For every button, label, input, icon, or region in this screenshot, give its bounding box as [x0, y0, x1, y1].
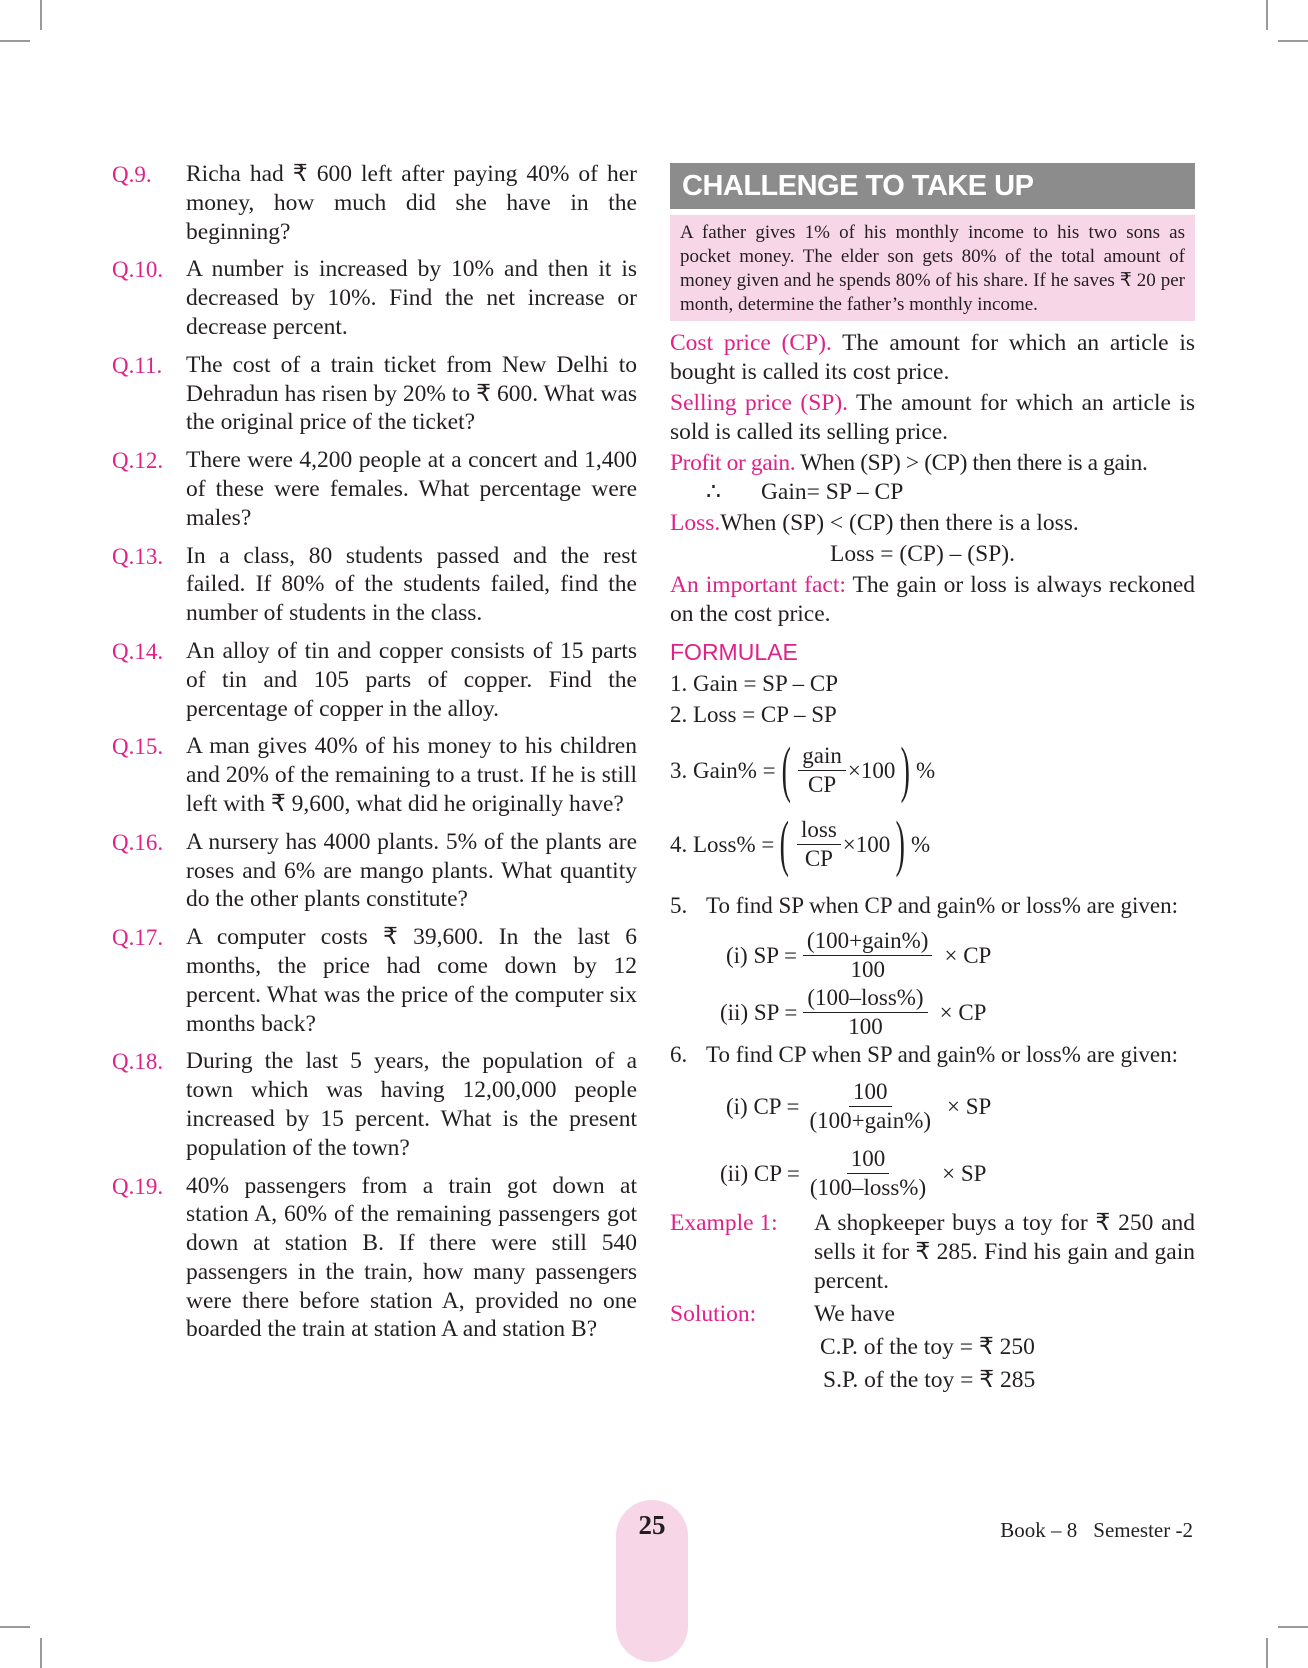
question-text: 40% passengers from a train got down at station A, 60% of the remaining passengers got down at station B. If there were still 540 passengers in the train, how many passengers were there before station A, provided no one boarded the train at station A and station B?: [186, 1172, 637, 1343]
definition-loss: [670, 509, 1195, 538]
multiplier: × SP: [947, 1094, 992, 1119]
definition-text: The amount for which an article is bought is called its cost price.: [670, 330, 1195, 385]
denominator: (100–loss%): [809, 1175, 927, 1200]
question: [112, 828, 637, 914]
right-paren: ): [895, 810, 906, 878]
question-text: A computer costs ₹ 39,600. In the last 6 months, the price had come down by 12 percent. What was the price of the computer six months back?: [186, 924, 637, 1037]
multiplier: ×100: [842, 831, 891, 857]
definition-text: The gain or loss is always reckoned on the cost price.: [670, 572, 1196, 627]
example-1: [670, 1209, 1195, 1296]
definition-profit: [670, 449, 1195, 478]
question: [112, 351, 637, 437]
gain-equation-line: [670, 478, 1195, 507]
definition-cp: [670, 329, 1195, 387]
question-number: Q.19.: [112, 1173, 164, 1199]
formula-label: 3. Gain% =: [670, 757, 776, 783]
term-selling-price: Selling price (SP).: [670, 390, 849, 416]
formula-label: (i) CP =: [726, 1094, 800, 1119]
fraction: [805, 1079, 935, 1134]
definition-sp: [670, 389, 1195, 447]
question-number: Q.14.: [112, 638, 164, 664]
question-number: Q.16.: [112, 829, 164, 855]
question-text: There were 4,200 people at a concert and 1,400 of these were females. What percentage were males?: [186, 447, 637, 531]
question-text: During the last 5 years, the population of a town which was having 12,00,000 people increased by 15 percent. What is the present population of the town?: [186, 1048, 637, 1161]
crop-mark: [1278, 40, 1308, 42]
question: [112, 446, 637, 532]
numerator: 100: [847, 1146, 890, 1174]
solution-cp: C.P. of the toy = ₹ 250: [820, 1334, 1035, 1360]
question-text: A nursery has 4000 plants. 5% of the plants are roses and 6% are mango plants. What quantity do the other plants constitute?: [186, 828, 637, 913]
gain-equation: Gain= SP – CP: [760, 479, 904, 505]
solution-intro: We have: [814, 1301, 895, 1327]
solution-sp: S.P. of the toy = ₹ 285: [823, 1367, 1036, 1393]
fraction: [798, 743, 846, 798]
example-text: A shopkeeper buys a toy for ₹ 250 and sells it for ₹ 285. Find his gain and gain percent.: [814, 1210, 1195, 1294]
fraction: [806, 1146, 930, 1201]
numerator: 100: [849, 1079, 892, 1107]
numerator: loss: [797, 817, 841, 845]
formula-5: [670, 891, 1195, 920]
left-paren: (: [780, 810, 790, 878]
formula-3: [670, 735, 1195, 805]
term-profit: Profit or gain.: [670, 450, 796, 476]
formula-6-i: [670, 1079, 1195, 1134]
question-text: A number is increased by 10% and then it is decreased by 10%. Find the net increase or decrease percent.: [186, 256, 637, 340]
question-number: Q.15.: [112, 734, 164, 760]
page-number: 25: [638, 1510, 666, 1540]
definition-text: The amount for which an article is sold is called its selling price.: [670, 390, 1195, 445]
solution: [670, 1300, 1195, 1329]
question: [112, 732, 637, 818]
percent-sign: %: [910, 831, 931, 857]
challenge-title: CHALLENGE TO TAKE UP: [670, 163, 1195, 209]
multiplier: × SP: [942, 1161, 987, 1186]
question-text: In a class, 80 students passed and the rest failed. If 80% of the students failed, find the number of students in the class.: [186, 542, 637, 627]
formula-text: To find CP when SP and gain% or loss% are given:: [706, 1042, 1178, 1067]
multiplier: × CP: [944, 943, 992, 968]
term-important-fact: An important fact:: [670, 572, 846, 598]
percent-sign: %: [916, 757, 936, 783]
question-number: Q.11.: [112, 352, 163, 378]
therefore-symbol: ∴: [706, 479, 721, 505]
crop-mark: [1266, 0, 1268, 30]
right-paren: ): [901, 736, 911, 804]
question-text: A man gives 40% of his money to his children and 20% of the remaining to a trust. If he is still left with ₹ 9,600, what did he originally have?: [186, 733, 637, 817]
denominator: 100: [850, 957, 885, 982]
fraction: [803, 985, 927, 1040]
question-number: Q.18.: [112, 1049, 164, 1075]
question: [112, 923, 637, 1038]
crop-mark: [40, 0, 42, 30]
question-number: Q.9.: [112, 162, 152, 187]
question-number: Q.10.: [112, 257, 164, 283]
question: [112, 160, 637, 246]
fraction: [797, 817, 841, 872]
denominator: CP: [807, 771, 837, 797]
question-text: An alloy of tin and copper consists of 15 parts of tin and 105 parts of copper. Find the percentage of copper in the alloy.: [186, 637, 637, 722]
exercise-questions: [112, 160, 637, 1353]
formula-1: 1. Gain = SP – CP: [670, 671, 839, 696]
formula-5-ii: [670, 985, 1195, 1040]
challenge-box: A father gives 1% of his monthly income to his two sons as pocket money. The elder son gets 80% of the total amount of money given and he spends 80% of his share. If he saves ₹ 20 per month, determine the father’s monthly income.: [670, 215, 1195, 321]
crop-mark: [40, 1638, 42, 1668]
left-paren: (: [781, 736, 791, 804]
formula-6: [670, 1040, 1195, 1069]
denominator: (100+gain%): [809, 1108, 932, 1133]
loss-equation: Loss = (CP) – (SP).: [830, 541, 1015, 567]
formula-number: 5.: [670, 893, 688, 918]
question: [112, 637, 637, 723]
question: [112, 542, 637, 628]
important-fact: [670, 571, 1195, 629]
denominator: 100: [848, 1014, 883, 1039]
theory-column: [670, 163, 1195, 1395]
numerator: gain: [798, 743, 846, 771]
numerator: (100–loss%): [803, 985, 927, 1013]
question: [112, 1047, 637, 1162]
crop-mark: [0, 40, 30, 42]
crop-mark: [0, 1626, 30, 1628]
formula-text: To find SP when CP and gain% or loss% are given:: [706, 893, 1178, 918]
semester-label: Semester -2: [1093, 1518, 1193, 1542]
question-text: The cost of a train ticket from New Delhi to Dehradun has risen by 20% to ₹ 600. What was the original price of the ticket?: [186, 351, 637, 436]
formula-label: (ii) SP =: [720, 1000, 798, 1025]
formula-number: 6.: [670, 1042, 688, 1067]
crop-mark: [1278, 1626, 1308, 1628]
fraction: [803, 928, 933, 983]
numerator: (100+gain%): [803, 928, 933, 956]
formula-5-i: [670, 928, 1195, 983]
book-label: Book – 8: [1000, 1518, 1078, 1542]
question: [112, 255, 637, 341]
crop-mark: [1266, 1638, 1268, 1668]
formula-label: (i) SP =: [726, 943, 797, 968]
footer-book-info: [1000, 1518, 1193, 1543]
question: [112, 1172, 637, 1345]
solution-label: Solution:: [670, 1301, 757, 1327]
question-number: Q.13.: [112, 543, 164, 569]
formula-label: 4. Loss% =: [670, 831, 775, 857]
question-number: Q.17.: [112, 925, 164, 951]
multiplier: ×100: [847, 757, 896, 783]
question-number: Q.12.: [112, 448, 164, 474]
term-loss: Loss.: [670, 510, 721, 536]
multiplier: × CP: [939, 1000, 987, 1025]
example-label: Example 1:: [670, 1210, 778, 1236]
formulae-heading: FORMULAE: [670, 639, 798, 665]
formula-4: [670, 809, 1195, 879]
formula-label: (ii) CP =: [720, 1161, 800, 1186]
formula-2: 2. Loss = CP – SP: [670, 702, 837, 727]
denominator: CP: [804, 845, 833, 871]
formula-6-ii: [670, 1146, 1195, 1201]
definition-text: When (SP) < (CP) then there is a loss.: [720, 510, 1079, 536]
question-text: Richa had ₹ 600 left after paying 40% of her money, how much did she have in the beginning?: [186, 161, 637, 245]
term-cost-price: Cost price (CP).: [670, 330, 832, 356]
definition-text: When (SP) > (CP) then there is a gain.: [795, 450, 1148, 476]
